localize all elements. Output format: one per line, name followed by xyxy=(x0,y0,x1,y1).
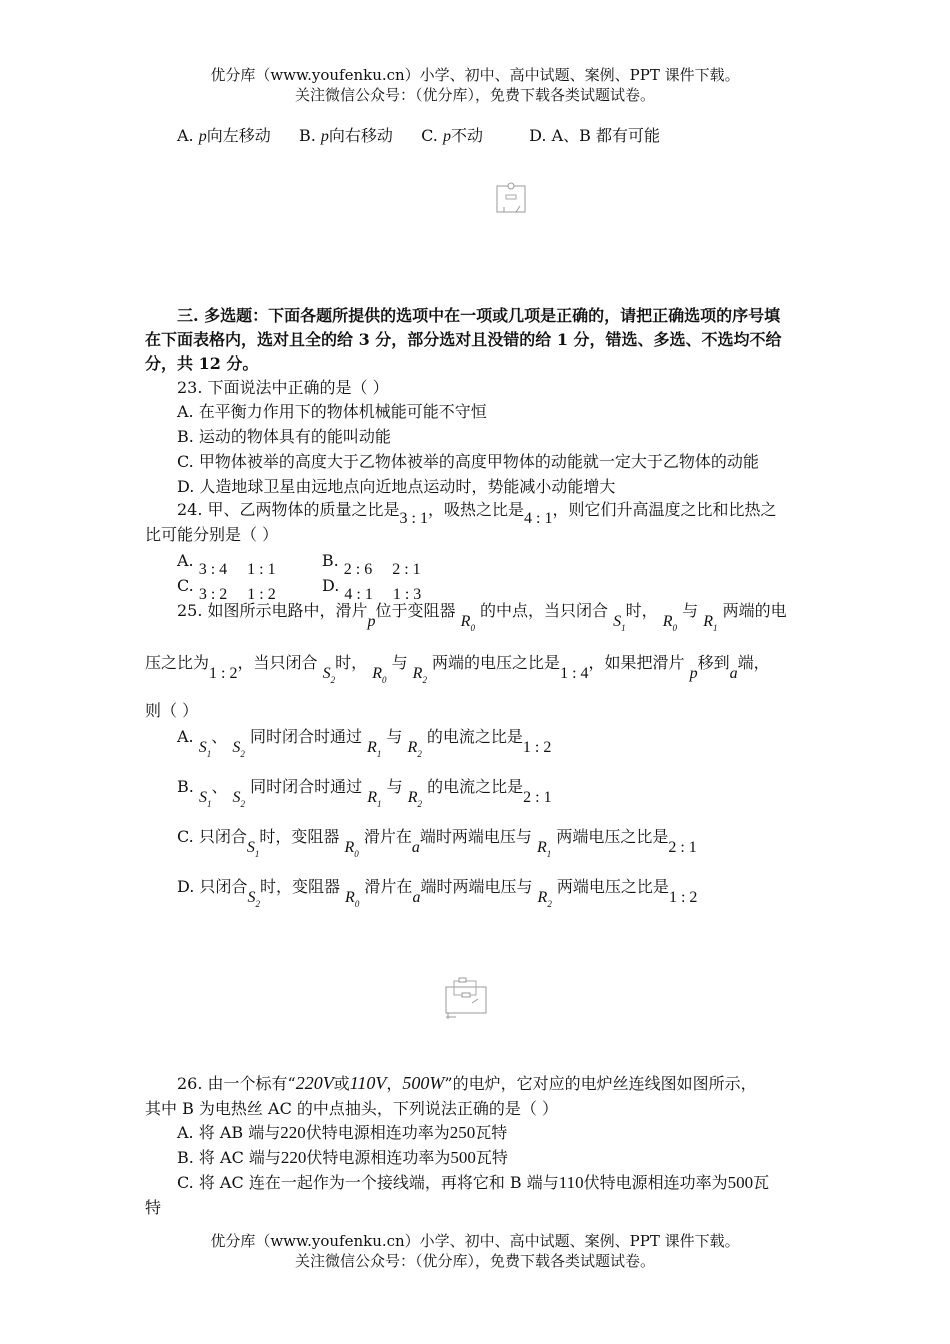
header-line-2: 关注微信公众号：（优分库），免费下载各类试题试卷。 xyxy=(294,86,655,104)
q24-stem-line2: 比可能分别是（ ） xyxy=(145,525,279,544)
header-line-1: 优分库（www.youfenku.cn）小学、初中、高中试题、案例、PPT 课件下载。 xyxy=(210,66,740,84)
q23-option-a: A. 在平衡力作用下的物体机械能可能不守恒 xyxy=(177,402,487,421)
q25-stem-line1: 25. 如图所示电路中，滑片p位于变阻器 $R_0$ 的中点，当只闭合 $S_1$时， $R_0$ 与 $R_1$ 两端的电 xyxy=(177,601,787,633)
q23-option-c: C. 甲物体被举的高度大于乙物体被举的高度甲物体的动能就一定大于乙物体的动能 xyxy=(177,452,759,471)
q26-option-b: B. 将 AC 端与220伏特电源相连功率为500瓦特 xyxy=(177,1148,508,1167)
footer-line-1: 优分库（www.youfenku.cn）小学、初中、高中试题、案例、PPT 课件下载。 xyxy=(210,1232,740,1250)
circuit-figure-1 xyxy=(494,180,528,216)
q26-option-c-continued: 特 xyxy=(145,1198,162,1217)
q25-stem-line3: 则（ ） xyxy=(145,701,199,720)
q26-stem-line1: 26. 由一个标有“220V或110V，500W”的电炉，它对应的电炉丝连线图如图所示， xyxy=(177,1073,757,1093)
section3-heading-line3: 分，共 12 分。 xyxy=(145,354,259,373)
q24-stem-line1: 24. 甲、乙两物体的质量之比是3 : 1，吸热之比是4 : 1，则它们升高温度之比和比热之 xyxy=(177,500,777,527)
q26-option-c: C. 将 AC 连在一起作为一个接线端，再将它和 B 端与110伏特电源相连功率为500瓦 xyxy=(177,1173,770,1192)
q24-options-ab: A. 3 : 4 1 : 1 B. 2 : 6 2 : 1 xyxy=(177,551,421,578)
q26-stem-line2: 其中 B 为电热丝 AC 的中点抽头，下列说法正确的是（ ） xyxy=(145,1099,558,1118)
q23-option-b: B. 运动的物体具有的能叫动能 xyxy=(177,427,391,446)
q24-options-cd: C. 3 : 2 1 : 2 D. 4 : 1 1 : 3 xyxy=(177,576,422,603)
section3-heading-line1: 三. 多选题：下面各题所提供的选项中在一项或几项是正确的，请把正确选项的序号填 xyxy=(177,306,781,325)
footer-line-2: 关注微信公众号：（优分库），免费下载各类试题试卷。 xyxy=(294,1252,655,1270)
q26-option-a: A. 将 AB 端与220伏特电源相连功率为250瓦特 xyxy=(177,1123,508,1142)
section3-heading-line2: 在下面表格内，选对且全的给 3 分，部分选对且没错的给 1 分，错选、多选、不选均不给 xyxy=(145,330,782,349)
circuit-figure-2 xyxy=(442,973,490,1021)
q25-stem-line2: 压之比为1 : 2，当只闭合 $S_2$时， $R_0$ 与 $R_2$ 两端的电压之比是1 : 4，如果把滑片 p移到a端， xyxy=(145,653,770,685)
q25-option-d: D. 只闭合$S_2$时，变阻器 $R_0$ 滑片在a端时两端电压与 $R_2$ 两端电压之比是1 : 2 xyxy=(177,877,698,909)
q25-option-a: A. $S_1$、 $S_2$ 同时闭合时通过 $R_1$ 与 $R_2$ 的电流之比是1 : 2 xyxy=(177,727,552,759)
q22-options: A. p向左移动 B. p向右移动 C. p不动 D. A、B 都有可能 xyxy=(177,126,660,145)
q25-option-c: C. 只闭合$S_1$时，变阻器 $R_0$ 滑片在a端时两端电压与 $R_1$ 两端电压之比是2 : 1 xyxy=(177,827,697,859)
q23-option-d: D. 人造地球卫星由远地点向近地点运动时，势能减小动能增大 xyxy=(177,477,616,496)
q25-option-b: B. $S_1$、 $S_2$ 同时闭合时通过 $R_1$ 与 $R_2$ 的电流之比是2 : 1 xyxy=(177,777,552,809)
q23-stem: 23. 下面说法中正确的是（ ） xyxy=(177,378,389,397)
